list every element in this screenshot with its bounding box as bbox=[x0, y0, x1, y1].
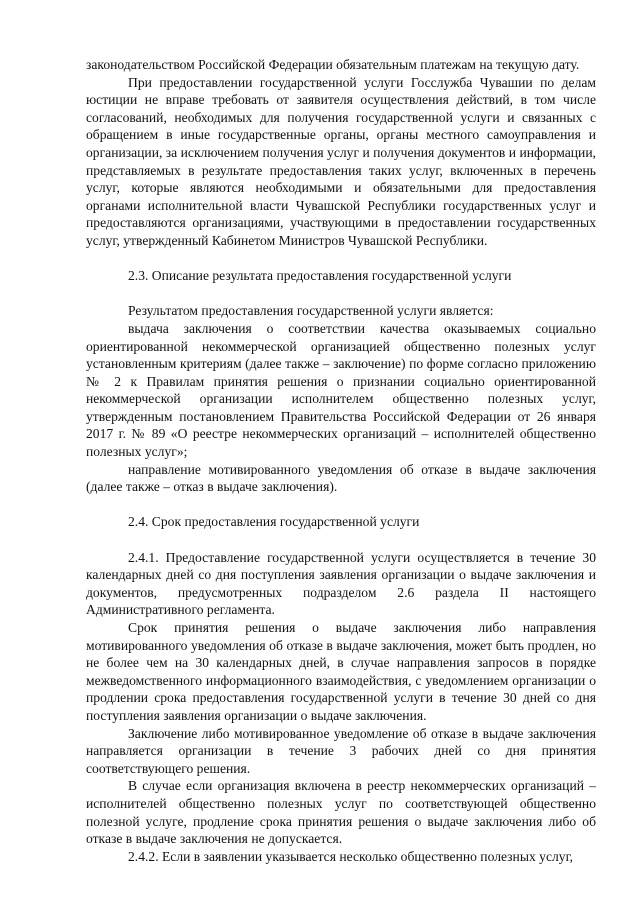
document-body bbox=[86, 56, 596, 865]
section-heading-2-3: 2.3. Описание результата предоставления государственной услуги bbox=[128, 268, 512, 284]
paragraph-extension-term: Срок принятия решения о выдаче заключения либо направления мотивированного уведомления об отказе в выдаче заключения, может быть продлен, но не более чем на 30 календарных дней, в случае направления запросов в порядке межведомственного информационного взаимодействия, с уведомлением организации о продлении срока предоставления государственной услуги в течение 30 дней со дня поступления заявления организации о выдаче заключения. bbox=[86, 620, 596, 723]
paragraph-result-issue-conclusion: выдача заключения о соответствии качества оказываемых социально ориентированной некоммерческой организацией общественно полезных услуг установленным критериям (далее также – заключение) по форме согласно приложению № 2 к Правилам принятия решения о признании социально ориентированной некоммерческой организации исполнителем общественно полезных услуг, утвержденным постановлением Правительства Российской Федерации от 26 января 2017 г. № 89 «О реестре некоммерческих организаций – исполнителей общественно полезных услуг»; bbox=[86, 320, 596, 460]
paragraph-2-4-1: 2.4.1. Предоставление государственной услуги осуществляется в течение 30 календарных дней со дня поступления заявления организации о выдаче заключения и документов, предусмотренных подразделом 2.6 раздела II настоящего Административного регламента. bbox=[86, 549, 596, 618]
paragraph-result-refusal: направление мотивированного уведомления об отказе в выдаче заключения (далее также – отказ в выдаче заключения). bbox=[86, 461, 596, 495]
paragraph-no-extension: В случае если организация включена в реестр некоммерческих организаций – исполнителей общественно полезных услуг по соответствующей общественно полезной услуге, продление срока принятия решения о выдаче заключения либо об отказе в выдаче заключения не допускается. bbox=[86, 778, 596, 847]
paragraph-notification-term: Заключение либо мотивированное уведомление об отказе в выдаче заключения направляется организации в течение 3 рабочих дней со дня принятия соответствующего решения. bbox=[86, 725, 596, 776]
paragraph-2-4-2: 2.4.2. Если в заявлении указывается несколько общественно полезных услуг, bbox=[128, 848, 574, 864]
paragraph-result-intro: Результатом предоставления государственной услуги является: bbox=[128, 303, 494, 319]
section-heading-2-4: 2.4. Срок предоставления государственной услуги bbox=[128, 514, 420, 530]
paragraph-continuation: законодательством Российской Федерации обязательным платежам на текущую дату. bbox=[86, 57, 580, 72]
paragraph-no-extra-actions: При предоставлении государственной услуги Госслужба Чувашии по делам юстиции не вправе требовать от заявителя осуществления действий, в том числе согласований, необходимых для получения государственной услуги и связанных с обращением в иные государственные органы, органы местного самоуправления и организации, за исключением получения услуг и получения документов и информации, представляемых в результате предоставления таких услуг, включенных в перечень услуг, которые являются необходимыми и обязательными для предоставления органами исполнительной власти Чувашской Республики государственных услуг и предоставляются организациями, участвующими в предоставлении государственных услуг, утвержденный Кабинетом Министров Чувашской Республики. bbox=[86, 74, 596, 248]
